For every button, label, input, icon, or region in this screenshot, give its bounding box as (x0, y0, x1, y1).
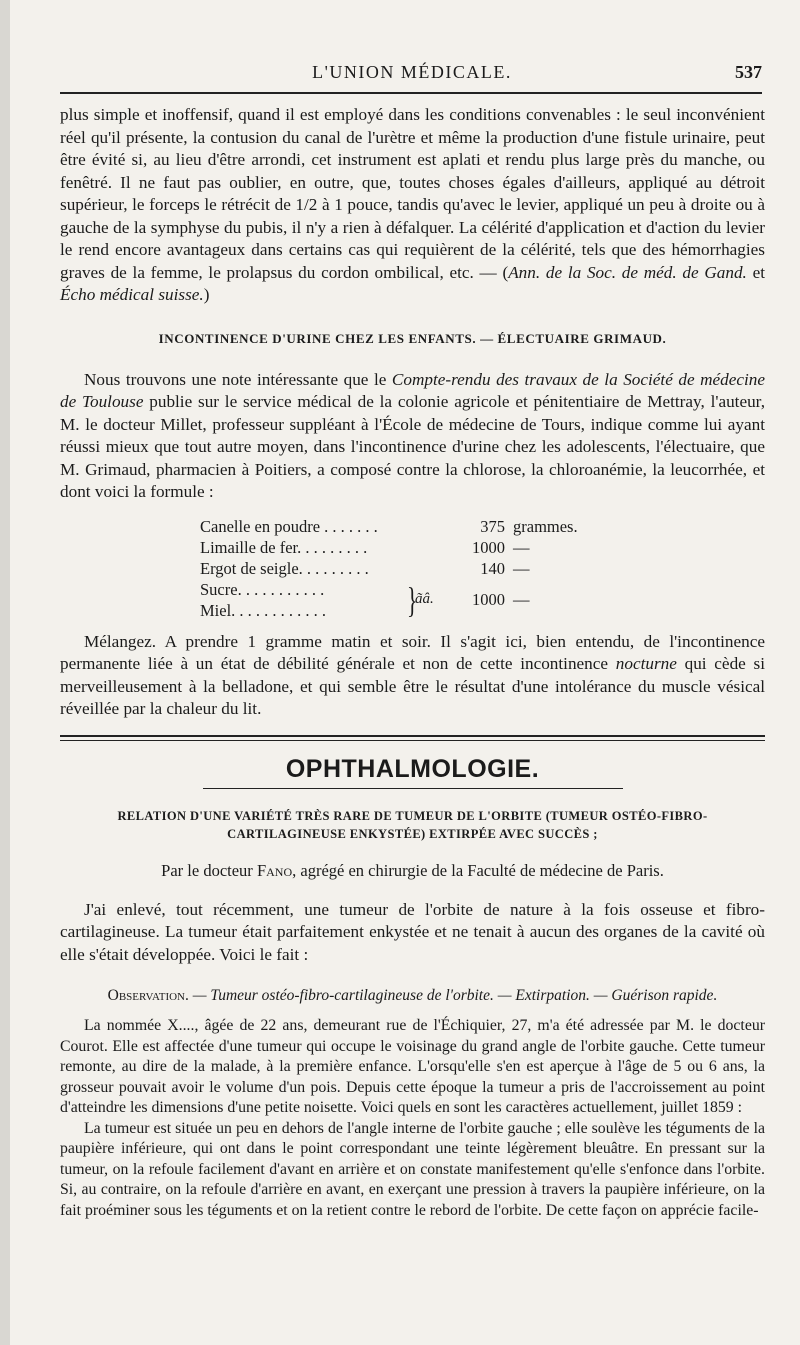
recipe-row (200, 516, 620, 537)
paragraph-case-exam: La tumeur est située un peu en dehors de l'angle interne de l'orbite gauche ; elle soulève les téguments de la paupière inférieure, qui ont dans le point correspondant une teinte légèrement bleuâtre. En pressant sur la tumeur, on la refoule facilement d'avant en arrière et on constate manifestement qu'elle s'enfonce dans l'orbite. Si, au contraire, on la refoule d'arrière en avant, en exerçant une pression à travers la paupière inférieure, on la fait proéminer sous les téguments et on la retient contre le rebord de l'orbite. De cette façon on apprécie facile- (60, 1119, 765, 1219)
observation-title: — Tumeur ostéo-fibro-cartilagineuse de l'orbite. — Extirpation. — Guérison rapide. (188, 987, 718, 1004)
reference-close: ) (203, 285, 210, 304)
running-head (62, 62, 762, 84)
reference-conjunction: et (746, 262, 765, 282)
author-name: Fano (256, 860, 293, 880)
reference-echo-medical: Écho médical suisse. (60, 285, 204, 304)
ingredient-name: Limaille de fer. . . . . . . . . (200, 537, 368, 557)
paragraph-melangez (60, 631, 765, 721)
section-heading-incontinence: INCONTINENCE D'URINE CHEZ LES ENFANTS. — ÉLECTUAIRE GRIMAUD. (158, 330, 667, 346)
byline-prefix: Par le docteur (161, 860, 257, 880)
header-rule (60, 92, 762, 94)
reference-ann-gand: Ann. de la Soc. de méd. de Gand. (508, 262, 747, 282)
paragraph-lever (60, 104, 765, 307)
ingredient-name: Ergot de seigle. . . . . . . . . (200, 558, 369, 578)
ingredient-name: Miel. . . . . . . . . . . . (200, 600, 327, 620)
page-number: 537 (735, 62, 762, 82)
paragraph-intro: J'ai enlevé, tout récemment, une tumeur de l'orbite de nature à la fois osseuse et fibro-cartilagineuse. La tumeur était parfaitement enkystée et ne tenait à aucun des organes de la cavité où elle s'était développée. Voici le fait : (60, 899, 765, 964)
section-heading-ophthalmologie: OPHTHALMOLOGIE. (285, 754, 540, 783)
reference-toulouse: Compte-rendu des travaux de la Société de médecine de Toulouse (60, 369, 765, 411)
recipe-formula (200, 516, 620, 621)
recipe-row (200, 537, 620, 558)
ingredient-name: Sucre. . . . . . . . . . . (200, 579, 325, 599)
ingredient-unit: — (513, 589, 530, 609)
ana-abbreviation: ãâ. (415, 591, 434, 607)
byline-affiliation: , agrégé en chirurgie de la Faculté de médecine de Paris. (292, 860, 664, 880)
section-divider (60, 735, 765, 741)
case-report (60, 1016, 765, 1221)
ingredient-quantity: 1000 (472, 589, 505, 609)
article-title-line: RELATION D'UNE VARIÉTÉ TRÈS RARE DE TUMEUR DE L'ORBITE (TUMEUR OSTÉO-FIBRO- (117, 808, 708, 823)
title-underline (203, 788, 623, 789)
grouped-ingredients (200, 579, 405, 621)
recipe-row (200, 558, 620, 579)
journal-title: L'UNION MÉDICALE. (312, 62, 512, 82)
recipe-group-sucre-miel (200, 579, 620, 621)
ingredient-quantity: 1000 (472, 537, 505, 557)
paragraph-incontinence (60, 369, 765, 504)
brace-symbol: } (407, 579, 418, 620)
paragraph-incontinence-text: publie sur le service médical de la colonie agricole et pénitentiaire de Mettray, l'auteur, M. le docteur Millet, professeur suppléant à l'École de médecine de Tours, indique comme lui ayant réussi mieux que tout autre moyen, dans l'incontinence d'urine chez les adolescents, l'électuaire, que M. Grimaud, pharmacien à Poitiers, a composé contre la chlorose, la chloroanémie, la leucorrhée, et dont voici la formule : (60, 392, 765, 501)
paragraph-incontinence-lead: Nous trouvons une note intéressante que le (84, 369, 392, 389)
emphasis-nocturne: nocturne (615, 654, 677, 673)
observation-label: Observation. (107, 987, 189, 1004)
paragraph-melangez-end: qui cède si merveilleusement à la belladone, et qui semble être le résultat d'une intolérance du muscle vésical réveillée par la chaleur du lit. (60, 654, 765, 718)
observation-heading (60, 986, 765, 1006)
ingredient-quantity: 375 (480, 516, 505, 536)
ingredient-quantity: 140 (480, 558, 505, 578)
article-title (60, 807, 765, 843)
ingredient-unit: grammes. (513, 516, 578, 536)
ingredient-name: Canelle en poudre . . . . . . . (200, 516, 378, 536)
scan-edge (0, 0, 10, 1345)
article-title-line: CARTILAGINEUSE ENKYSTÉE) EXTIRPÉE AVEC SUCCÈS ; (227, 826, 598, 841)
ingredient-unit: — (513, 558, 530, 578)
article-body (60, 104, 765, 1221)
paragraph-lever-text: plus simple et inoffensif, quand il est employé dans les conditions convenables : le seul inconvénient réel qu'il présente, la contusion du canal de l'urètre et même la production d'une fistule urinaire, peut être évité si, au lieu d'être arrondi, cet instrument est aplati et rendu plus large près du manche, ou fenêtré. Il ne faut pas oublier, en outre, que, toutes choses égales d'ailleurs, appliqué au détroit supérieur, le forceps le rétrécit de 1/2 à 1 pouce, tandis qu'avec le levier, appliqué un peu à droite ou à gauche de la symphyse du pubis, il n'y a rien à défalquer. La célérité d'application et d'action du levier le rend encore avantageux dans certains cas qui requièrent de la célérité, tels que des hémorrhagies graves de la femme, le prolapsus du cordon ombilical, etc. — ( (60, 105, 765, 282)
ingredient-unit: — (513, 537, 530, 557)
paragraph-case-history: La nommée X...., âgée de 22 ans, demeurant rue de l'Échiquier, 27, m'a été adressée par M. le docteur Courot. Elle est affectée d'une tumeur qui occupe le voisinage du grand angle de l'orbite gauche. Cette tumeur remonte, au dire de la malade, à la première enfance. L'orsqu'elle s'en est aperçue à l'âge de 5 ou 6 ans, la grosseur pouvait avoir le volume d'un pois. Depuis cette époque la tumeur a pris de l'accroissement au point d'atteindre les dimensions d'une petite noisette. Voici quels en sont les caractères actuellement, juillet 1859 : (60, 1017, 765, 1116)
author-byline (60, 861, 765, 881)
paragraph-melangez-text: Mélangez. A prendre 1 gramme matin et soir. Il s'agit ici, bien entendu, de l'incontinence permanente liée à un état de débilité générale et non de cette incontinence (60, 631, 765, 673)
